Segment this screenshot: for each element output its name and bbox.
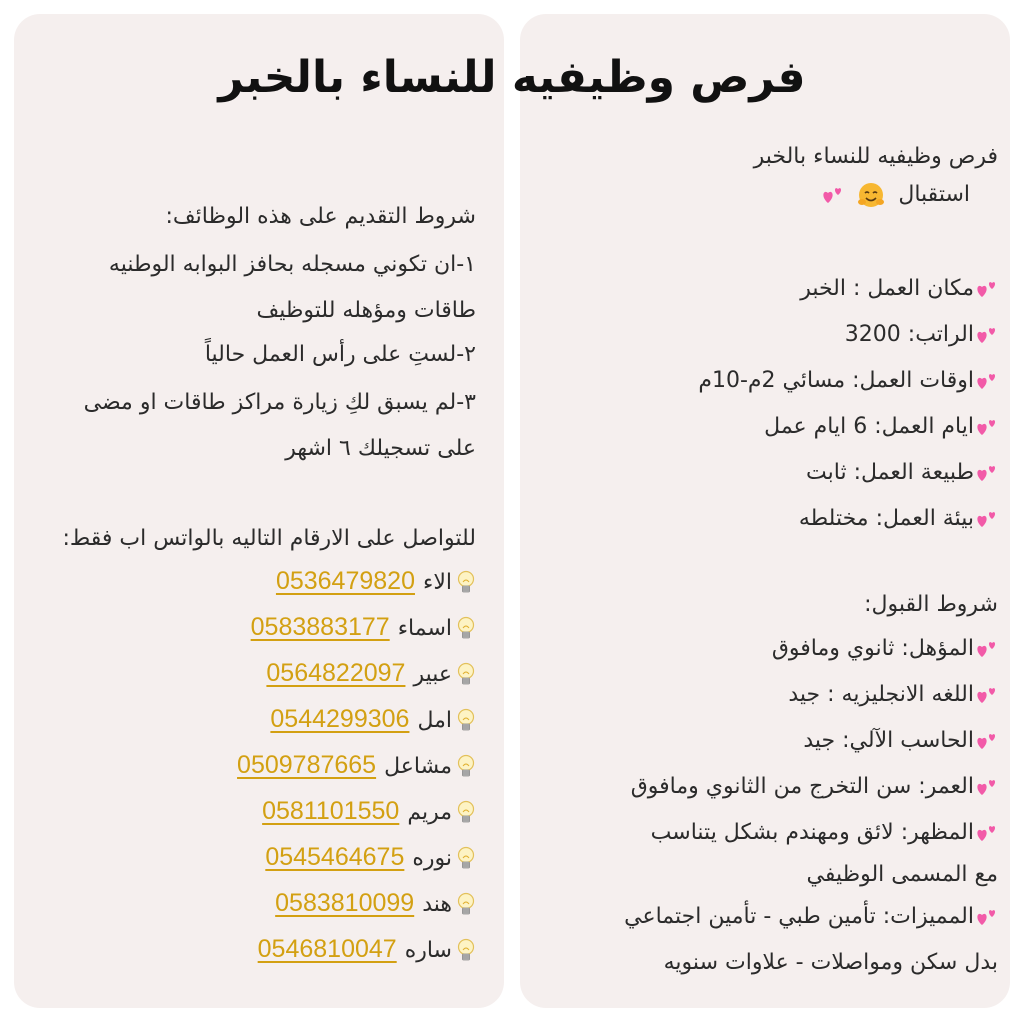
two-hearts-icon — [976, 509, 998, 529]
phone-link[interactable]: 0581101550 — [262, 797, 400, 825]
two-hearts-icon — [976, 371, 998, 391]
acceptance-text: اللغه الانجليزيه : جيد — [788, 682, 974, 707]
phone-link[interactable]: 0564822097 — [266, 659, 406, 687]
contact-item — [266, 658, 476, 690]
job-detail-item — [764, 412, 998, 442]
two-hearts-icon — [976, 639, 998, 659]
job-detail-text: طبيعة العمل: ثابت — [806, 460, 974, 485]
two-hearts-icon — [822, 185, 844, 205]
condition-line — [84, 388, 476, 418]
benefits-line-2 — [664, 948, 998, 978]
condition-text: ١-ان تكوني مسجله بحافز البوابه الوطنيه — [108, 252, 476, 277]
condition-line — [285, 434, 476, 464]
job-detail-item — [698, 366, 998, 396]
job-detail-item — [799, 504, 998, 534]
contact-name: مشاعل — [384, 754, 452, 779]
condition-text: طاقات ومؤهله للتوظيف — [256, 298, 476, 323]
condition-text: ٣-لم يسبق لكِ زيارة مراكز طاقات او مضى — [83, 390, 476, 415]
light-bulb-icon — [456, 892, 476, 918]
light-bulb-icon — [456, 662, 476, 688]
two-hearts-icon — [976, 907, 998, 927]
hugging-face-icon — [857, 181, 885, 209]
phone-link[interactable]: 0583810099 — [275, 889, 415, 917]
phone-link[interactable]: 0546810047 — [257, 935, 397, 963]
acceptance-text: الحاسب الآلي: جيد — [803, 728, 974, 753]
contact-name: مريم — [407, 800, 452, 825]
reception-label: استقبال — [898, 182, 970, 207]
two-hearts-icon — [976, 777, 998, 797]
two-hearts-icon — [976, 685, 998, 705]
phone-link[interactable]: 0544299306 — [270, 705, 410, 733]
intro-reception — [820, 180, 970, 210]
acceptance-item — [772, 634, 998, 664]
contact-item — [275, 888, 476, 920]
light-bulb-icon — [456, 570, 476, 596]
acceptance-item — [803, 726, 998, 756]
contact-name: الاء — [422, 570, 452, 595]
contact-name: اسماء — [397, 616, 452, 641]
contact-item — [237, 750, 476, 782]
light-bulb-icon — [456, 846, 476, 872]
contact-heading: للتواصل على الارقام التاليه بالواتس اب فقط: — [62, 526, 476, 551]
appearance-continued — [807, 860, 999, 890]
two-hearts-icon — [976, 279, 998, 299]
benefits-text: المميزات: تأمين طبي - تأمين اجتماعي — [624, 904, 974, 929]
two-hearts-icon — [976, 731, 998, 751]
contact-item — [258, 934, 476, 966]
acceptance-item — [651, 818, 998, 848]
light-bulb-icon — [456, 800, 476, 826]
phone-link[interactable]: 0509787665 — [237, 751, 377, 779]
job-detail-item — [800, 274, 998, 304]
two-hearts-icon — [976, 823, 998, 843]
contact-item — [251, 612, 476, 644]
phone-link[interactable]: 0536479820 — [275, 567, 415, 595]
benefits-line — [624, 902, 998, 932]
two-hearts-icon — [976, 463, 998, 483]
job-detail-item — [845, 320, 998, 350]
acceptance-heading-text: شروط القبول: — [864, 592, 998, 617]
condition-line — [109, 250, 476, 280]
job-detail-text: مكان العمل : الخبر — [800, 276, 974, 301]
contact-name: هند — [422, 892, 452, 917]
acceptance-text: العمر: سن التخرج من الثانوي ومافوق — [630, 774, 974, 799]
phone-link[interactable]: 0545464675 — [265, 843, 405, 871]
two-hearts-icon — [976, 325, 998, 345]
condition-line — [205, 340, 476, 370]
light-bulb-icon — [456, 938, 476, 964]
contact-item — [276, 566, 476, 598]
condition-text: ٢-لستِ على رأس العمل حالياً — [204, 342, 476, 367]
contact-item — [262, 796, 476, 828]
contact-name: عبير — [413, 662, 452, 687]
job-detail-text: اوقات العمل: مسائي 2م-10م — [698, 368, 974, 393]
job-detail-item — [806, 458, 998, 488]
two-hearts-icon — [976, 417, 998, 437]
acceptance-item — [631, 772, 998, 802]
page-title: فرص وظيفيه للنساء بالخبر — [218, 52, 806, 103]
light-bulb-icon — [456, 616, 476, 642]
contact-item — [270, 704, 476, 736]
contact-name: امل — [417, 708, 452, 733]
appearance-continued-text: مع المسمى الوظيفي — [806, 862, 998, 887]
phone-link[interactable]: 0583883177 — [250, 613, 390, 641]
acceptance-text: المظهر: لائق ومهندم بشكل يتناسب — [650, 820, 974, 845]
contact-item — [265, 842, 476, 874]
condition-line — [257, 296, 477, 326]
contact-name: نوره — [412, 846, 452, 871]
condition-text: على تسجيلك ٦ اشهر — [285, 436, 476, 461]
job-detail-text: بيئة العمل: مختلطه — [798, 506, 974, 531]
light-bulb-icon — [456, 754, 476, 780]
job-detail-text: الراتب: 3200 — [844, 322, 974, 347]
acceptance-text: المؤهل: ثانوي ومافوق — [771, 636, 974, 661]
acceptance-item — [788, 680, 998, 710]
acceptance-heading — [864, 590, 998, 620]
benefits-text-2: بدل سكن ومواصلات - علاوات سنويه — [663, 950, 998, 975]
light-bulb-icon — [456, 708, 476, 734]
job-detail-text: ايام العمل: 6 ايام عمل — [764, 414, 974, 439]
conditions-heading: شروط التقديم على هذه الوظائف: — [165, 204, 476, 229]
intro-line: فرص وظيفيه للنساء بالخبر — [753, 144, 998, 169]
contact-name: ساره — [404, 938, 452, 963]
